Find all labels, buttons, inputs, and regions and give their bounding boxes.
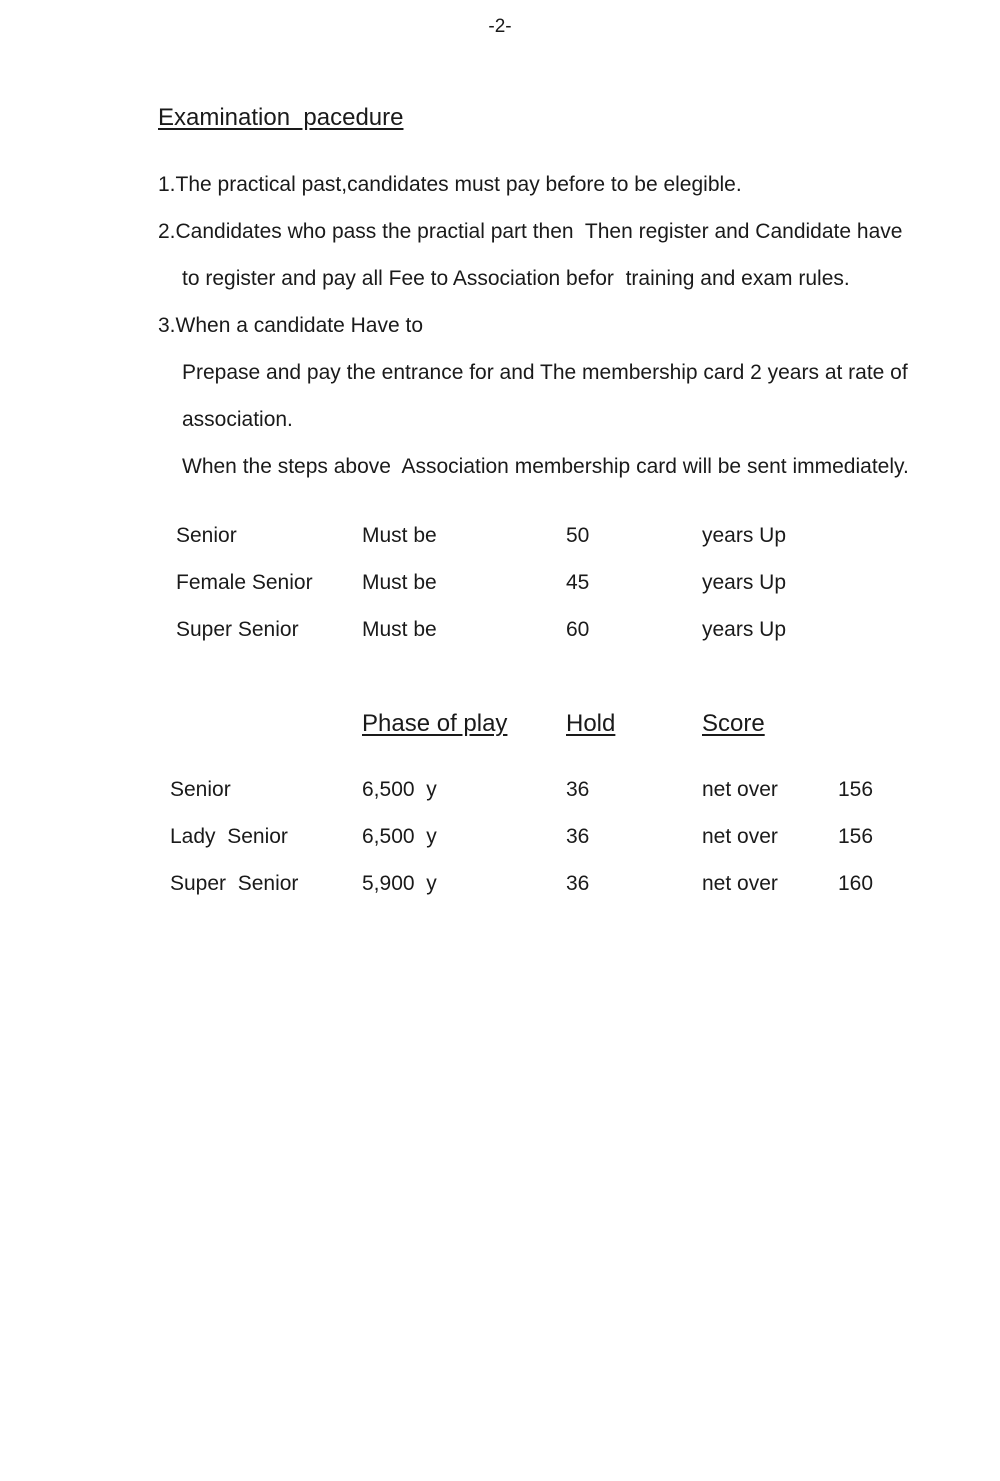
header-hold: Hold	[566, 710, 616, 737]
paragraph-line: 2.Candidates who pass the practial part then Then register and Candidate have	[158, 220, 903, 243]
age-value: 60	[566, 618, 590, 641]
play-category: Senior	[170, 778, 231, 801]
play-phase: 6,500 y	[362, 778, 437, 801]
age-value: 50	[566, 524, 590, 547]
play-score-label: net over	[702, 825, 778, 848]
age-unit: years Up	[702, 524, 787, 547]
paragraph-line: to register and pay all Fee to Association befor training and exam rules.	[182, 267, 850, 290]
play-score: 156	[838, 825, 874, 848]
age-requirement: Must be	[362, 618, 437, 641]
page-number: -2-	[488, 16, 512, 37]
play-hold: 36	[566, 825, 590, 848]
header-phase: Phase of play	[362, 710, 508, 737]
play-score-label: net over	[702, 778, 778, 801]
age-unit: years Up	[702, 618, 787, 641]
play-category: Lady Senior	[170, 825, 288, 848]
age-category: Senior	[176, 524, 237, 547]
age-unit: years Up	[702, 571, 787, 594]
paragraph-line: 1.The practical past,candidates must pay before to be elegible.	[158, 173, 742, 196]
play-score: 160	[838, 872, 874, 895]
age-value: 45	[566, 571, 590, 594]
play-phase: 5,900 y	[362, 872, 437, 895]
play-score: 156	[838, 778, 874, 801]
play-hold: 36	[566, 778, 590, 801]
paragraph-line: When the steps above Association membership card will be sent immediately.	[182, 455, 909, 478]
paragraph-line: association.	[182, 408, 293, 431]
paragraph-line: Prepase and pay the entrance for and The membership card 2 years at rate of	[182, 361, 908, 384]
play-score-label: net over	[702, 872, 778, 895]
section-heading: Examination pacedure	[158, 104, 404, 131]
age-category: Super Senior	[176, 618, 299, 641]
age-requirement: Must be	[362, 524, 437, 547]
age-requirement: Must be	[362, 571, 437, 594]
paragraph-line: 3.When a candidate Have to	[158, 314, 424, 337]
play-hold: 36	[566, 872, 590, 895]
header-score: Score	[702, 710, 765, 737]
age-category: Female Senior	[176, 571, 313, 594]
play-phase: 6,500 y	[362, 825, 437, 848]
play-category: Super Senior	[170, 872, 299, 895]
